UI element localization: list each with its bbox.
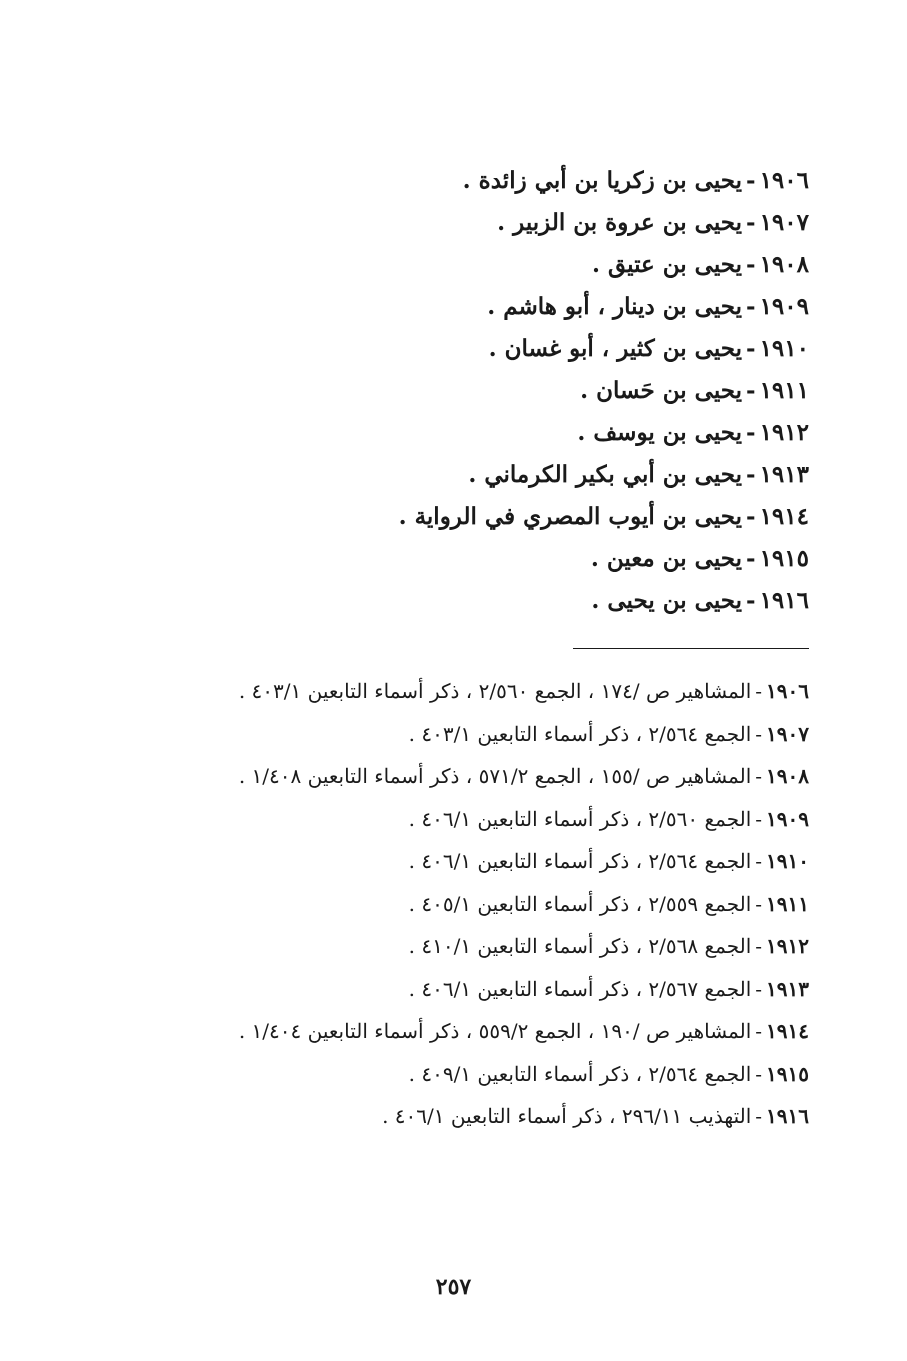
footnote-number: ١٩١٣: [766, 976, 809, 1001]
entry-dash: -: [746, 461, 756, 488]
footnote-text: المشاهير ص /١٩٠ ، الجمع ٥٥٩/٢ ، ذكر أسماء التابعين ١/٤٠٤ .: [238, 1019, 752, 1043]
list-item: [249, 202, 809, 244]
footnote-text: المشاهير ص /١٥٥ ، الجمع ٥٧١/٢ ، ذكر أسماء التابعين ١/٤٠٨ .: [238, 764, 752, 788]
footnote-dash: -: [755, 764, 763, 788]
list-item: [249, 328, 809, 370]
footnote-number: ١٩٠٩: [766, 806, 809, 831]
entry-dash: -: [746, 587, 756, 614]
footnote-item: [133, 755, 809, 798]
footnote-number: ١٩١٢: [766, 934, 809, 958]
footnote-number: ١٩١٠: [766, 849, 809, 873]
entry-text: يحيى بن عتيق .: [591, 251, 743, 278]
entry-text: يحيى بن معين .: [590, 545, 743, 572]
footnote-item: [133, 840, 809, 883]
list-item: [249, 580, 809, 622]
footnote-dash: -: [755, 891, 763, 916]
entry-dash: -: [746, 293, 756, 320]
entry-text: يحيى بن حَسان .: [580, 377, 743, 404]
footnote-dash: -: [755, 1061, 763, 1086]
entry-text: يحيى بن دينار ، أبو هاشم .: [487, 293, 743, 320]
entry-dash: -: [746, 167, 756, 194]
list-item: [249, 286, 809, 328]
entry-number: ١٩٠٦: [759, 167, 809, 194]
footnote-item: [133, 925, 809, 968]
footnote-item: [133, 670, 809, 713]
entry-text: يحيى بن كثير ، أبو غسان .: [488, 335, 743, 362]
footnote-text: الجمع ٢/٥٥٩ ، ذكر أسماء التابعين ٤٠٥/١ .: [408, 891, 752, 916]
footnote-text: الجمع ٢/٥٦٤ ، ذكر أسماء التابعين ٤٠٣/١ .: [408, 721, 752, 746]
footnote-dash: -: [755, 1019, 763, 1043]
entry-number: ١٩٠٨: [759, 251, 809, 278]
footnote-item: [133, 968, 809, 1011]
footnote-dash: -: [755, 721, 763, 746]
footnote-number: ١٩٠٦: [766, 679, 809, 703]
entry-dash: -: [746, 545, 756, 572]
footnote-number: ١٩١٦: [766, 1104, 809, 1128]
footnote-item: [133, 713, 809, 756]
list-item: [249, 496, 809, 538]
entry-number: ١٩١٦: [759, 587, 809, 614]
footnote-dash: -: [755, 849, 763, 873]
footnote-number: ١٩١١: [766, 891, 809, 916]
entry-text: يحيى بن يحيى .: [591, 587, 743, 614]
entry-number: ١٩١١: [759, 377, 809, 404]
footnote-text: الجمع ٢/٥٦٤ ، ذكر أسماء التابعين ٤٠٩/١ .: [408, 1061, 752, 1086]
narrator-list: [249, 160, 809, 622]
list-item: [249, 370, 809, 412]
footnote-dash: -: [755, 934, 763, 958]
entry-dash: -: [746, 503, 756, 530]
footnote-item: [133, 1053, 809, 1096]
footnote-divider: [573, 648, 809, 649]
entry-dash: -: [746, 419, 756, 446]
footnote-number: ١٩١٤: [766, 1019, 809, 1043]
footnote-dash: -: [755, 1104, 763, 1128]
list-item: [249, 454, 809, 496]
footnote-text: التهذيب ٢٩٦/١١ ، ذكر أسماء التابعين ٤٠٦/١ .: [382, 1104, 752, 1128]
footnote-text: الجمع ٢/٥٦٠ ، ذكر أسماء التابعين ٤٠٦/١ .: [408, 806, 752, 831]
entry-text: يحيى بن عروة بن الزبير .: [497, 209, 743, 236]
footnote-number: ١٩١٥: [766, 1061, 809, 1086]
entry-text: يحيى بن أيوب المصري في الرواية .: [398, 503, 743, 530]
entry-text: يحيى بن أبي بكير الكرماني .: [468, 461, 743, 488]
entry-number: ١٩١٠: [759, 335, 809, 362]
footnote-item: [133, 1010, 809, 1053]
list-item: [249, 244, 809, 286]
footnote-number: ١٩٠٨: [766, 764, 809, 788]
entry-number: ١٩٠٧: [759, 209, 809, 236]
entry-dash: -: [746, 377, 756, 404]
entry-number: ١٩١٣: [759, 461, 809, 488]
entry-number: ١٩١٢: [759, 419, 809, 446]
footnote-text: الجمع ٢/٥٦٤ ، ذكر أسماء التابعين ٤٠٦/١ .: [408, 849, 752, 873]
entry-text: يحيى بن يوسف .: [577, 419, 743, 446]
footnote-list: [133, 670, 809, 1138]
list-item: [249, 538, 809, 580]
footnote-dash: -: [755, 806, 763, 831]
entry-number: ١٩١٤: [759, 503, 809, 530]
entry-dash: -: [746, 209, 756, 236]
footnote-text: المشاهير ص /١٧٤ ، الجمع ٢/٥٦٠ ، ذكر أسماء التابعين ٤٠٣/١ .: [238, 679, 752, 703]
footnote-number: ١٩٠٧: [766, 721, 809, 746]
entry-dash: -: [746, 251, 756, 278]
entry-number: ١٩٠٩: [759, 293, 809, 320]
page-number: ٢٥٧: [435, 1274, 472, 1300]
entry-number: ١٩١٥: [759, 545, 809, 572]
footnote-text: الجمع ٢/٥٦٧ ، ذكر أسماء التابعين ٤٠٦/١ .: [408, 976, 752, 1001]
footnote-text: الجمع ٢/٥٦٨ ، ذكر أسماء التابعين ٤١٠/١ .: [408, 934, 752, 958]
entry-dash: -: [746, 335, 756, 362]
footnote-dash: -: [755, 679, 763, 703]
footnote-item: [133, 883, 809, 926]
footnote-dash: -: [755, 976, 763, 1001]
entry-text: يحيى بن زكريا بن أبي زائدة .: [462, 167, 743, 194]
footnote-item: [133, 798, 809, 841]
list-item: [249, 412, 809, 454]
footnote-item: [133, 1095, 809, 1138]
list-item: [249, 160, 809, 202]
